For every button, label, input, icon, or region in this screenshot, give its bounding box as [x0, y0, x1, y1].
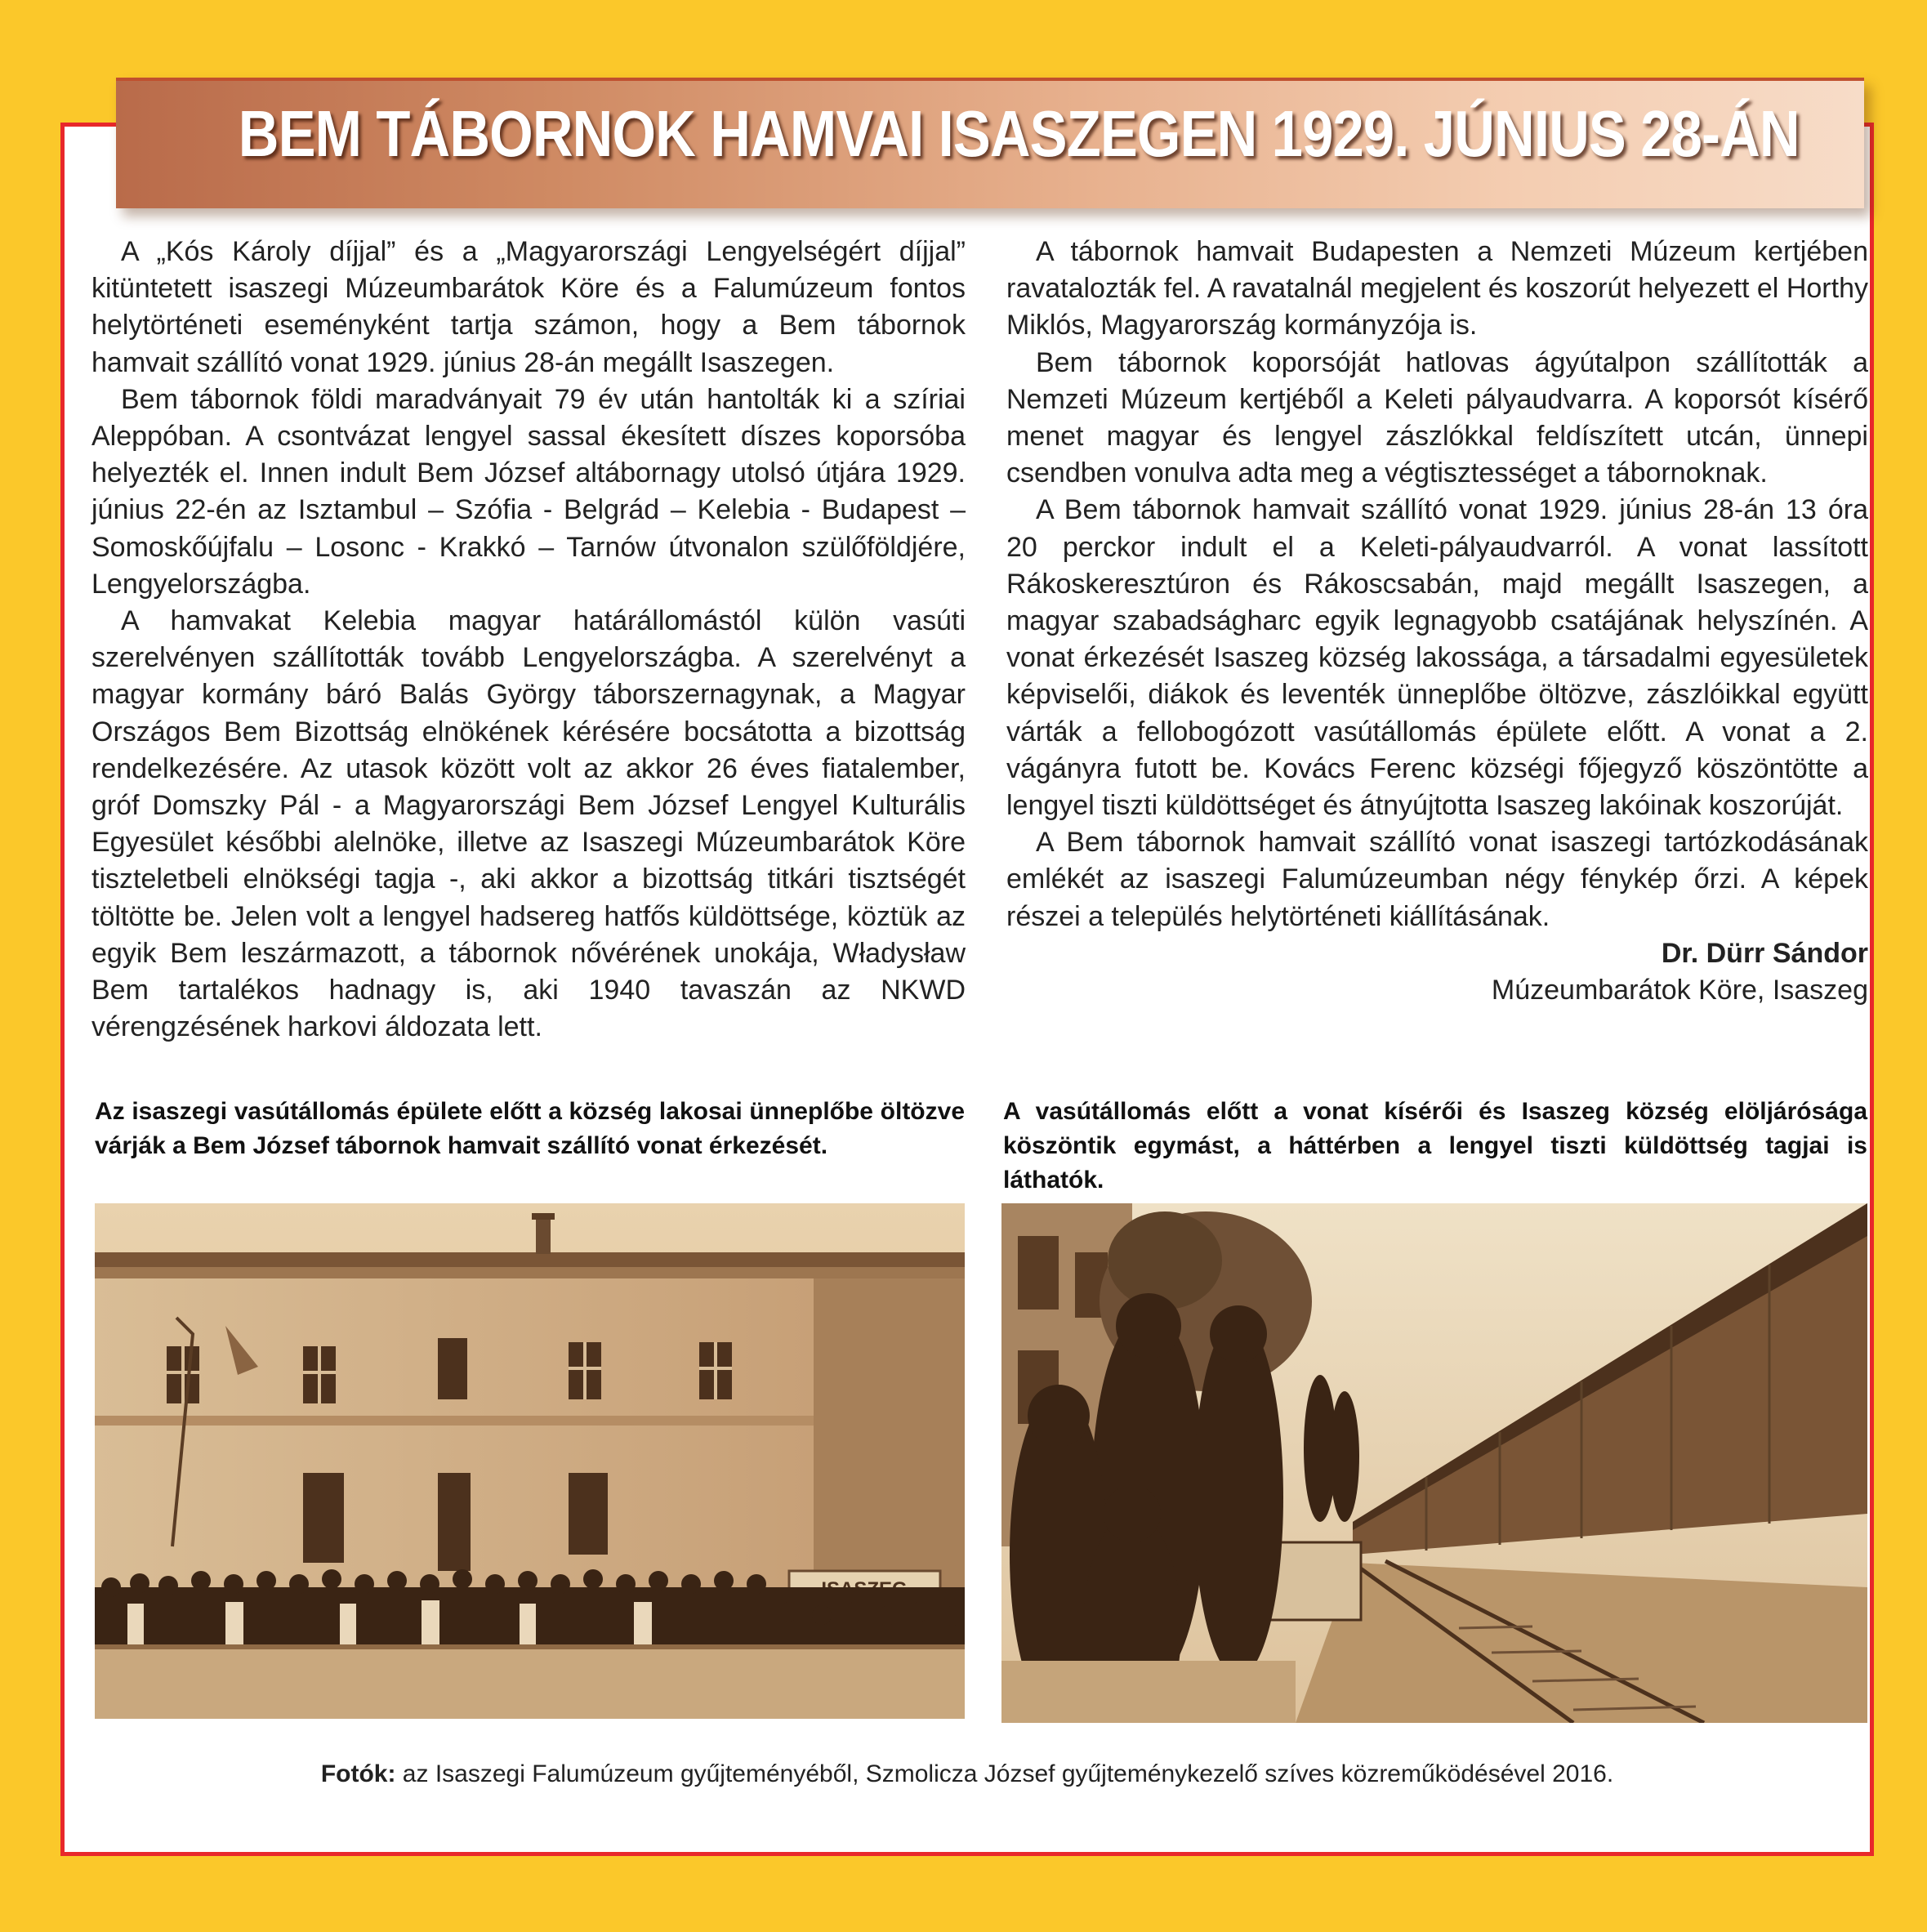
photo-caption-right: A vasútállomás előtt a vonat kísérői és Isaszeg község elöljárósága köszöntik egymást, a háttérben a lengyel tiszti küldöttség tagjai is láthatók. [1003, 1098, 1867, 1194]
photo-credit-text: az Isaszegi Falumúzeum gyűjteményéből, Szmolicza József gyűjteménykezelő szíves közreműködésével 2016. [395, 1760, 1614, 1787]
paragraph: A „Kós Károly díjjal” és a „Magyarországi Lengyelségért díjjal” kitüntetett isaszegi Múzeumbarátok Köre és a Falumúzeum fontos helytörténeti eseményként tartja számon, hogy a Bem tábornok hamvait szállító vonat 1929. június 28-án megállt Isaszegen. [91, 236, 966, 378]
paragraph: Bem tábornok földi maradványait 79 év után hantolták ki a szíriai Aleppóban. A csontvázat lengyel sassal ékesített díszes koporsóba helyezték el. Innen indult Bem József altábornagy utolsó útjára 1929. június 22-én az Isztambul – Szófia - Belgrád – Kelebia - Budapest – Somoskőújfalu – Losonc - Krakkó – Tarnów útvonalon szülőföldjére, Lengyelországba. [91, 383, 966, 600]
article-right-column [1006, 234, 1868, 1009]
paragraph: A Bem tábornok hamvait szállító vonat 1929. június 28-án 13 óra 20 perckor indult el a Keleti-pályaudvarról. A vonat lassított Rákoskeresztúron és Rákoscsabán, majd megállt Isaszegen, a magyar szabadságharc egyik legnagyobb csatájának helyszínén. A vonat érkezését Isaszeg község lakossága, a társadalmi egyesületek képviselői, diákok és leventék ünneplőbe öltözve, zászlóikkal együtt várták a fellobogózott vasútállomás épülete előtt. A vonat a 2. vágányra futott be. Kovács Ferenc községi főjegyző köszöntötte a lengyel tiszti küldöttséget és átnyújtotta Isaszeg lakóinak koszorúját. [1006, 494, 1868, 822]
station-crowd-photo [95, 1203, 965, 1719]
photo-credit-label: Fotók: [320, 1760, 396, 1787]
photo-caption-left: Az isaszegi vasútállomás épülete előtt a község lakosai ünneplőbe öltözve várják a Bem József tábornok hamvait szállító vonat érkezését. [95, 1098, 965, 1159]
author-name: Dr. Dürr Sándor [1661, 937, 1868, 969]
paragraph: A Bem tábornok hamvait szállító vonat isaszegi tartózkodásának emlékét az isaszegi Falumúzeumban négy fénykép őrzi. A képek részei a település helytörténeti kiállításának. [1006, 827, 1868, 932]
photo-credit [60, 1760, 1874, 1788]
platform-train-image [1001, 1203, 1867, 1723]
station-crowd-image [95, 1203, 965, 1719]
author-organization: Múzeumbarátok Köre, Isaszeg [1491, 975, 1868, 1006]
paragraph: Bem tábornok koporsóját hatlovas ágyútalpon szállították a Nemzeti Múzeum kertjéből a Keleti pályaudvarra. A koporsót kísérő menet magyar és lengyel zászlókkal feldíszített utcán, ünnepi csendben vonulva adta meg a végtisztességet a tábornoknak. [1006, 346, 1868, 489]
platform-train-photo [1001, 1203, 1867, 1723]
paragraph: A hamvakat Kelebia magyar határállomástól külön vasúti szerelvényen szállították tovább Lengyelországba. A szerelvényt a magyar kormány báró Balás György táborszernagynak, a Magyar Országos Bem Bizottság elnökének kérésére bocsátotta a bizottság rendelkezésére. Az utasok között volt az akkor 26 éves fiatalember, gróf Domszky Pál - a Magyarországi Bem József Lengyel Kulturális Egyesület későbbi alelnöke, illetve az Isaszegi Múzeumbarátok Köre tiszteletbeli elnökségi tagja -, aki akkor a bizottság titkári tisztségét töltötte be. Jelen volt a lengyel hadsereg hatfős küldöttsége, köztük az egyik Bem leszármazott, a tábornok nővérének unokája, Władysław Bem tartalékos hadnagy is, aki 1940 tavaszán az NKWD vérengzésének harkovi áldozata lett. [91, 605, 966, 1043]
paragraph: A tábornok hamvait Budapesten a Nemzeti Múzeum kertjében ravatalozták fel. A ravatalnál megjelent és koszorút helyezett el Horthy Miklós, Magyarország kormányzója is. [1006, 236, 1868, 341]
page-title: BEM TÁBORNOK HAMVAI ISASZEGEN 1929. JÚNIUS 28-ÁN [238, 97, 1800, 170]
article-left-column [91, 234, 966, 1046]
